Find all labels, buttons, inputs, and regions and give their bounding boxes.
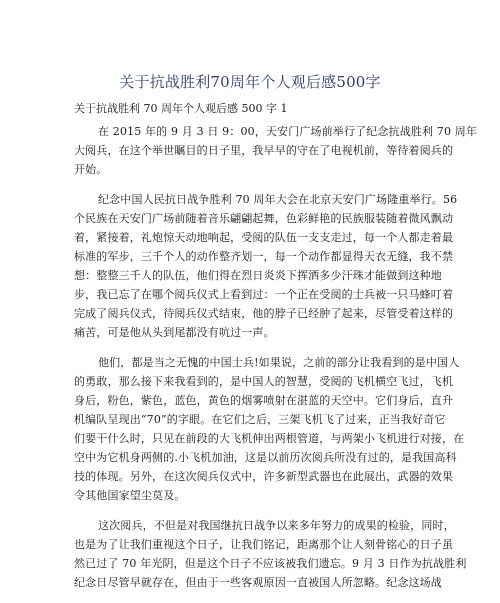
text-line: 个民族在天安门广场前随着音乐翩翩起舞，色彩鲜艳的民族服装随着微风飘动	[74, 212, 454, 225]
document-body	[74, 122, 478, 603]
text-line: 也是为了让我们重视这个日子，让我们铭记，距离那个让人刻骨铭心的日子虽	[74, 538, 454, 551]
text-line: 大阅兵，在这个举世瞩目的日子里，我早早的守在了电视机前，等待着阅兵的	[74, 144, 454, 157]
text-line: 的勇敢，那么接下来我看到的，是中国人的智慧，受阅的飞机横空飞过，飞机	[74, 375, 454, 388]
text-line: 在 2015 年的 9 月 3 日 9：00，天安门广场前举行了纪念抗战胜利 70 周年	[98, 125, 478, 138]
text-line: 们要干什么时，只见在前段的大飞机伸出两根管道，与两架小飞机进行对接，在	[74, 432, 465, 445]
text-line: 机编队呈现出“70”的字眼。在它们之后，三架飞机飞了过来，正当我好奇它	[74, 413, 446, 426]
text-line: 痛苦，可是他从头到尾都没有吭过一声。	[74, 326, 275, 339]
text-line: 标准的军步，三千个人的动作整齐划一，每一个动作都显得天衣无缝，我不禁	[74, 250, 454, 263]
text-line: 身后，粉色，紫色，蓝色，黄色的烟雾喷射在湛蓝的天空中。它们身后，直升	[74, 394, 454, 407]
text-line: 技的体现。另外，在这次阅兵仪式中，许多新型武器也在此展出，武器的效果	[74, 470, 454, 483]
text-line: 想：整整三千人的队伍，他们得在烈日炎炎下挥洒多少汗珠才能做到这种地	[74, 269, 442, 282]
text-line: 令其他国家望尘莫及。	[74, 489, 186, 502]
text-line: 开始。	[74, 163, 108, 176]
document-title: 关于抗战胜利70周年个人观后感500字	[119, 73, 381, 91]
text-line: 步，我已忘了在哪个阅兵仪式上看到过：一个正在受阅的士兵被一只马蜂叮着	[74, 288, 454, 301]
text-line: 空中为它机身两侧的.小飞机加油，这是以前历次阅兵所没有过的，是我国高科	[74, 451, 457, 464]
text-line: 纪念日尽管早就存在，但由于一些客观原因一直被国人所忽略。纪念这场战	[74, 576, 442, 589]
text-line: 纪念中国人民抗日战争胜利 70 周年大会在北京天安门广场隆重举行。56	[98, 193, 458, 206]
text-line: 完成了阅兵仪式，待阅兵仪式结束，他的脖子已经肿了起来，尽管受着这样的	[74, 307, 454, 320]
text-line: 这次阅兵，不但是对我国继抗日战争以来多年努力的成果的检验，同时，	[98, 519, 455, 532]
text-line: 然已过了 70 年光阴，但是这个日子不应该被我们遗忘。9 月 3 日作为抗战胜利	[74, 557, 467, 570]
paragraph	[74, 122, 478, 179]
document-subtitle: 关于抗战胜利 70 周年个人观后感 500 字 1	[74, 102, 288, 115]
paragraph	[74, 353, 465, 505]
text-line: 着，紧接着，礼炮惊天动地响起，受阅的队伍一支支走过，每一个人都走着最	[74, 231, 454, 244]
paragraph	[74, 516, 467, 592]
text-line: 他们，都是当之无愧的中国士兵!如果说，之前的部分让我看到的是中国人	[98, 356, 460, 369]
paragraph	[74, 190, 458, 342]
